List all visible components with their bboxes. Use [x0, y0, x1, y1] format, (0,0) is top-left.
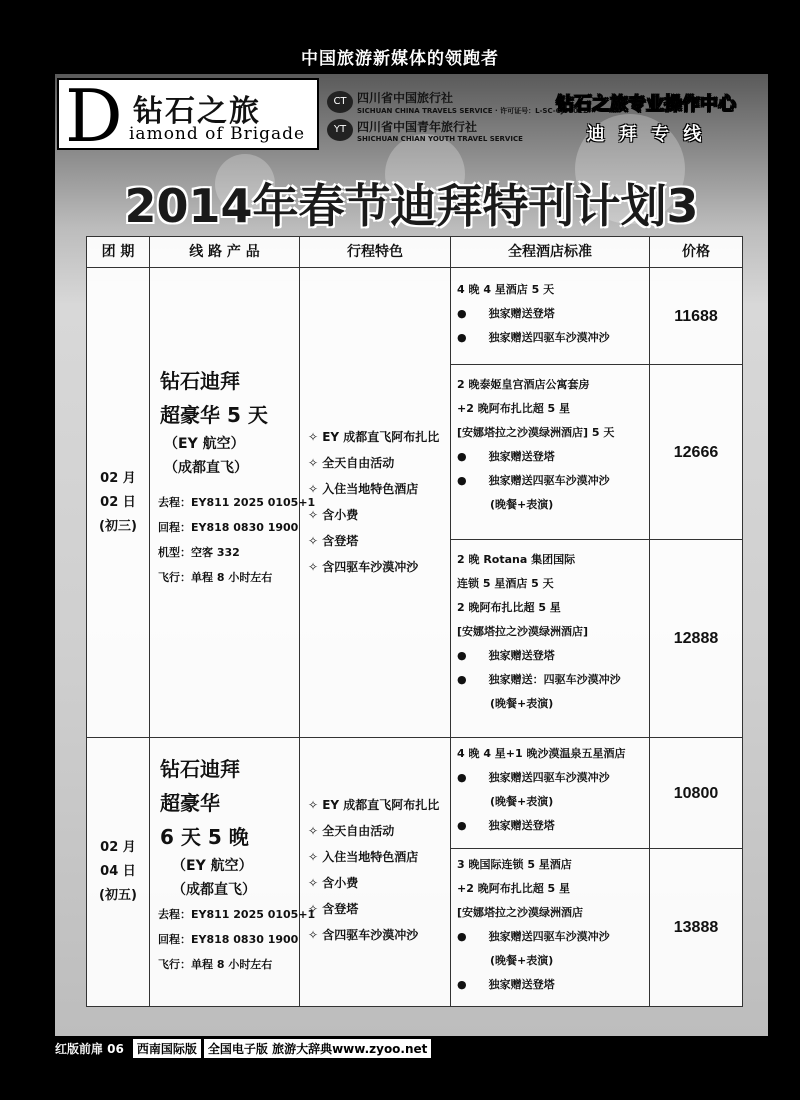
- feature-item: ✧ EY 成都直飞阿布扎比: [308, 430, 440, 444]
- hotel-line: +2 晚阿布扎比超 5 星: [457, 882, 571, 895]
- features-cell: [300, 738, 451, 1006]
- footer: [55, 1037, 431, 1059]
- ops-title: 钻石之旅专业操作中心: [556, 94, 736, 115]
- flight-line: 飞行：单程 8 小时左右: [158, 958, 273, 971]
- itinerary-table: [86, 236, 743, 1007]
- date-line: 04 日: [100, 864, 136, 879]
- product-title: 钻石迪拜: [160, 369, 240, 393]
- hotel-line: (晚餐+表演): [457, 697, 554, 710]
- flight-line: 回程：EY818 0830 1900: [158, 521, 299, 534]
- date-cell: [87, 738, 150, 1006]
- header-price: 价格: [650, 237, 742, 268]
- flight-line: 去程：EY811 2025 0105+1: [158, 496, 316, 509]
- agency-block: [327, 88, 588, 148]
- feature-item: ✧ 含小费: [308, 508, 359, 522]
- feature-item: ✧ 全天自由活动: [308, 824, 395, 838]
- hotel-line: ● 独家赠送登塔: [457, 978, 555, 991]
- product-cell: [150, 738, 316, 1006]
- logo-cn-name: 钻石之旅: [133, 94, 261, 129]
- date-cell: [87, 268, 150, 738]
- page-title: 2014年春节迪拜特刊计划3: [124, 179, 699, 233]
- hotel-line: [安娜塔拉之沙漠绿洲酒店] 5 天: [457, 426, 615, 439]
- hotel-line: (晚餐+表演): [457, 498, 554, 511]
- price-cell: 10800: [650, 738, 742, 849]
- agency-name: 四川省中国旅行社: [357, 90, 454, 105]
- hotel-line: [安娜塔拉之沙漠绿洲酒店]: [457, 625, 589, 638]
- date-line: (初三): [99, 518, 137, 534]
- hotel-line: [安娜塔拉之沙漠绿洲酒店: [457, 906, 584, 919]
- feature-item: ✧ 含登塔: [308, 534, 359, 548]
- hotel-line: 连锁 5 星酒店 5 天: [457, 577, 554, 590]
- features-cell: [300, 268, 451, 738]
- feature-item: ✧ 含四驱车沙漠冲沙: [308, 560, 419, 574]
- ops-subtitle: 迪 拜 专 线: [586, 124, 706, 145]
- logo-en-name: iamond of Brigade: [129, 124, 306, 144]
- hotel-line: ● 独家赠送四驱车沙漠冲沙: [457, 771, 610, 784]
- page-panel: [55, 74, 768, 1036]
- header-hotel: 全程酒店标准: [451, 237, 650, 268]
- feature-item: ✧ 入住当地特色酒店: [308, 850, 419, 864]
- logo-letter: D: [65, 74, 123, 158]
- feature-item: ✧ 含登塔: [308, 902, 359, 916]
- hotel-line: (晚餐+表演): [457, 795, 554, 808]
- date-line: 02 日: [100, 494, 136, 510]
- hotel-line: ● 独家赠送四驱车沙漠冲沙: [457, 331, 610, 344]
- hotel-line: (晚餐+表演): [457, 954, 554, 967]
- product-airline: （EY 航空）: [164, 436, 245, 452]
- hotel-cell: [451, 738, 650, 849]
- hotel-line: +2 晚阿布扎比超 5 星: [457, 402, 571, 415]
- price-cell: 12666: [650, 365, 742, 540]
- hotel-cell: [451, 365, 650, 540]
- hotel-line: 2 晚 Rotana 集团国际: [457, 553, 576, 566]
- header-date: 团 期: [87, 237, 150, 268]
- price-cell: 12888: [650, 540, 742, 738]
- product-title: 6 天 5 晚: [160, 825, 249, 849]
- product-route: （成都直飞）: [164, 460, 248, 476]
- hotel-line: ● 独家赠送登塔: [457, 819, 555, 832]
- price-cell: 13888: [673, 919, 719, 936]
- hotel-line: ● 独家赠送登塔: [457, 307, 555, 320]
- hotel-line: ● 独家赠送四驱车沙漠冲沙: [457, 474, 610, 487]
- agency-row: [327, 88, 588, 116]
- product-title: 钻石迪拜: [160, 757, 240, 781]
- product-title: 超豪华: [160, 791, 220, 815]
- date-line: 02 月: [100, 470, 136, 486]
- product-title: 超豪华 5 天: [160, 403, 268, 427]
- agency-sub: SICHUAN CHINA TRAVELS SERVICE · 许可证号：L-SC-CJ00012: [357, 106, 588, 115]
- hotel-line: 4 晚 4 星酒店 5 天: [457, 283, 555, 296]
- top-slogan: 中国旅游新媒体的领跑者: [301, 49, 499, 69]
- hotel-line: ● 独家赠送：四驱车沙漠冲沙: [457, 673, 621, 686]
- hotel-line: ● 独家赠送四驱车沙漠冲沙: [457, 930, 610, 943]
- hotel-line: 3 晚国际连锁 5 星酒店: [457, 858, 572, 871]
- feature-item: ✧ 含小费: [308, 876, 359, 890]
- globe-icon: YT: [327, 119, 353, 141]
- flight-line: 机型：空客 332: [158, 546, 240, 559]
- hotel-cell: [451, 268, 650, 365]
- header-product: 线 路 产 品: [150, 237, 300, 268]
- flight-line: 去程：EY811 2025 0105+1: [158, 908, 316, 921]
- product-cell: [150, 268, 316, 738]
- hotel-line: 2 晚阿布扎比超 5 星: [457, 601, 561, 614]
- hotel-line: 4 晚 4 星+1 晚沙漠温泉五星酒店: [457, 747, 626, 760]
- footer-site-link[interactable]: 全国电子版 旅游大辞典www.zyoo.net: [204, 1039, 432, 1058]
- product-route: （成都直飞）: [172, 882, 256, 898]
- flight-line: 回程：EY818 0830 1900: [158, 933, 299, 946]
- hotel-line: ● 独家赠送登塔: [457, 649, 555, 662]
- product-airline: （EY 航空）: [172, 858, 253, 874]
- hotel-cell: [451, 540, 650, 738]
- footer-section: 红版前扉 06: [55, 1041, 124, 1056]
- header-features: 行程特色: [300, 237, 451, 268]
- feature-item: ✧ 全天自由活动: [308, 456, 395, 470]
- feature-item: ✧ 入住当地特色酒店: [308, 482, 419, 496]
- agency-name: 四川省中国青年旅行社: [357, 119, 478, 134]
- feature-item: ✧ 含四驱车沙漠冲沙: [308, 928, 419, 942]
- hotel-line: 2 晚泰姬皇宫酒店公寓套房: [457, 378, 590, 391]
- flight-line: 飞行：单程 8 小时左右: [158, 571, 273, 584]
- date-line: 02 月: [100, 840, 136, 855]
- ops-center: [529, 90, 763, 146]
- footer-edition: 西南国际版: [132, 1038, 202, 1059]
- hotel-cell: [451, 849, 650, 1006]
- agency-row: [327, 116, 527, 144]
- globe-icon: CT: [327, 91, 353, 113]
- hotel-line: ● 独家赠送登塔: [457, 450, 555, 463]
- brand-logo: [57, 74, 319, 158]
- price-cell: 11688: [650, 268, 742, 365]
- feature-item: ✧ EY 成都直飞阿布扎比: [308, 798, 440, 812]
- agency-sub: SHICHUAN CHIAN YOUTH TRAVEL SERVICE: [357, 134, 523, 143]
- date-line: (初五): [99, 888, 137, 903]
